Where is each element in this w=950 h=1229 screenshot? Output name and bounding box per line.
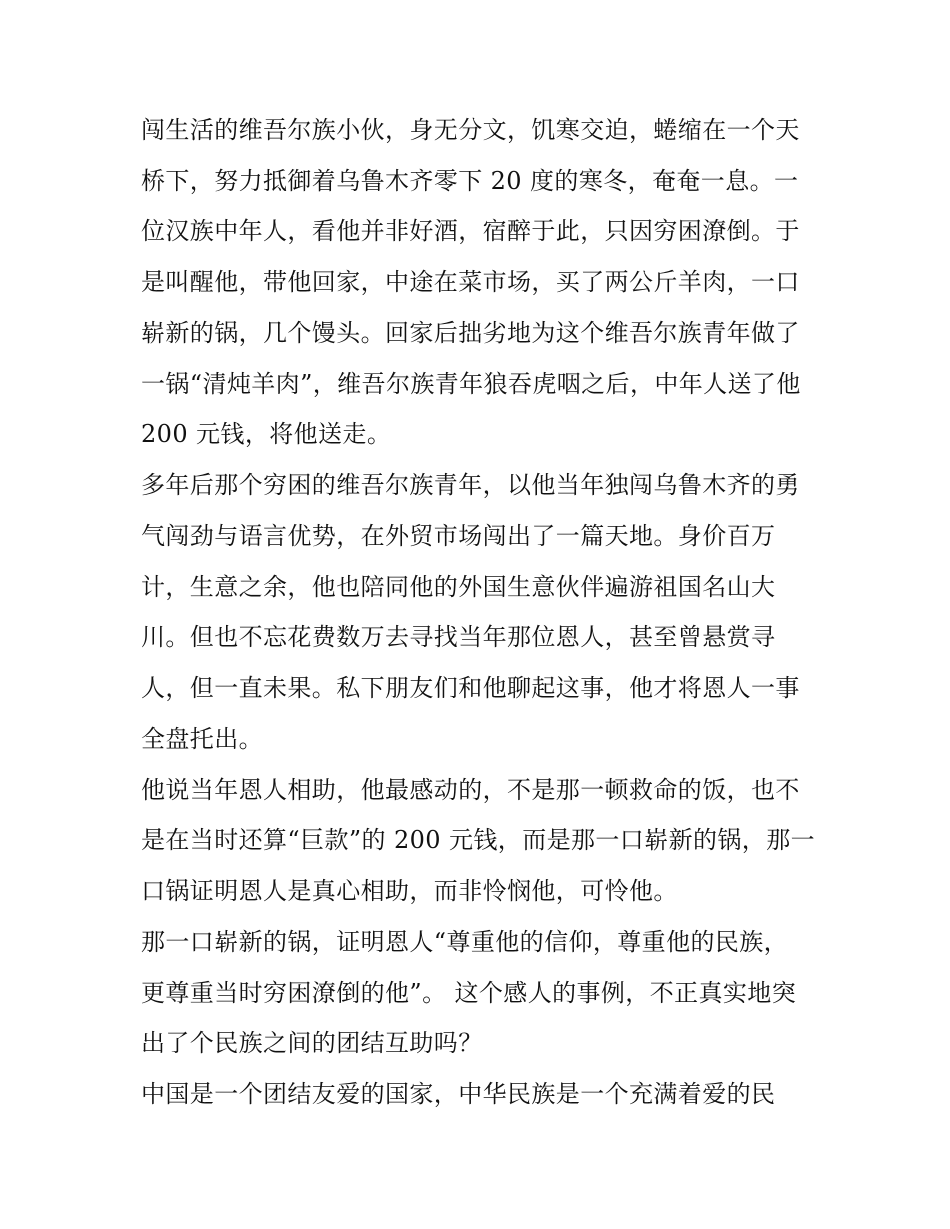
text-line-12: 人，但一直未果。私下朋友们和他聊起这事，他才将恩人一事 [141,674,800,702]
text-line-9: 气闯劲与语言优势，在外贸市场闯出了一篇天地。身价百万 [141,522,776,550]
text-line-13: 全盘托出。 [141,725,263,753]
text-line-16: 口锅证明恩人是真心相助，而非怜悯他，可怜他。 [141,877,678,905]
text-line-14: 他说当年恩人相助，他最感动的，不是那一顿救命的饭，也不 [141,776,800,804]
text-line-20: 中国是一个团结友爱的国家，中华民族是一个充满着爱的民 [141,1080,776,1108]
text-line-11: 川。但也不忘花费数万去寻找当年那位恩人，甚至曾悬赏寻 [141,623,776,651]
text-line-19: 出了个民族之间的团结互助吗？ [141,1029,483,1057]
text-line-7: 200 元钱，将他送走。 [141,420,392,448]
text-line-17: 那一口崭新的锅，证明恩人“尊重他的信仰，尊重他的民族， [141,928,789,956]
text-line-3: 位汉族中年人，看他并非好酒，宿醉于此，只因穷困潦倒。于 [141,217,800,245]
text-line-2: 桥下，努力抵御着乌鲁木齐零下 20 度的寒冬，奄奄一息。一 [141,167,799,195]
text-line-5: 崭新的锅，几个馒头。回家后拙劣地为这个维吾尔族青年做了 [141,319,800,347]
text-line-4: 是叫醒他，带他回家，中途在菜市场，买了两公斤羊肉，一口 [141,268,800,296]
text-line-18: 更尊重当时穷困潦倒的他”。 这个感人的事例，不正真实地突 [141,979,797,1007]
text-line-15: 是在当时还算“巨款”的 200 元钱，而是那一口崭新的锅，那一 [141,826,816,854]
text-line-10: 计，生意之余，他也陪同他的外国生意伙伴遍游祖国名山大 [141,573,776,601]
text-line-6: 一锅“清炖羊肉”，维吾尔族青年狼吞虎咽之后，中年人送了他 [141,370,801,398]
text-line-1: 闯生活的维吾尔族小伙，身无分文，饥寒交迫，蜷缩在一个天 [141,116,800,144]
text-line-8: 多年后那个穷困的维吾尔族青年，以他当年独闯乌鲁木齐的勇 [141,471,800,499]
